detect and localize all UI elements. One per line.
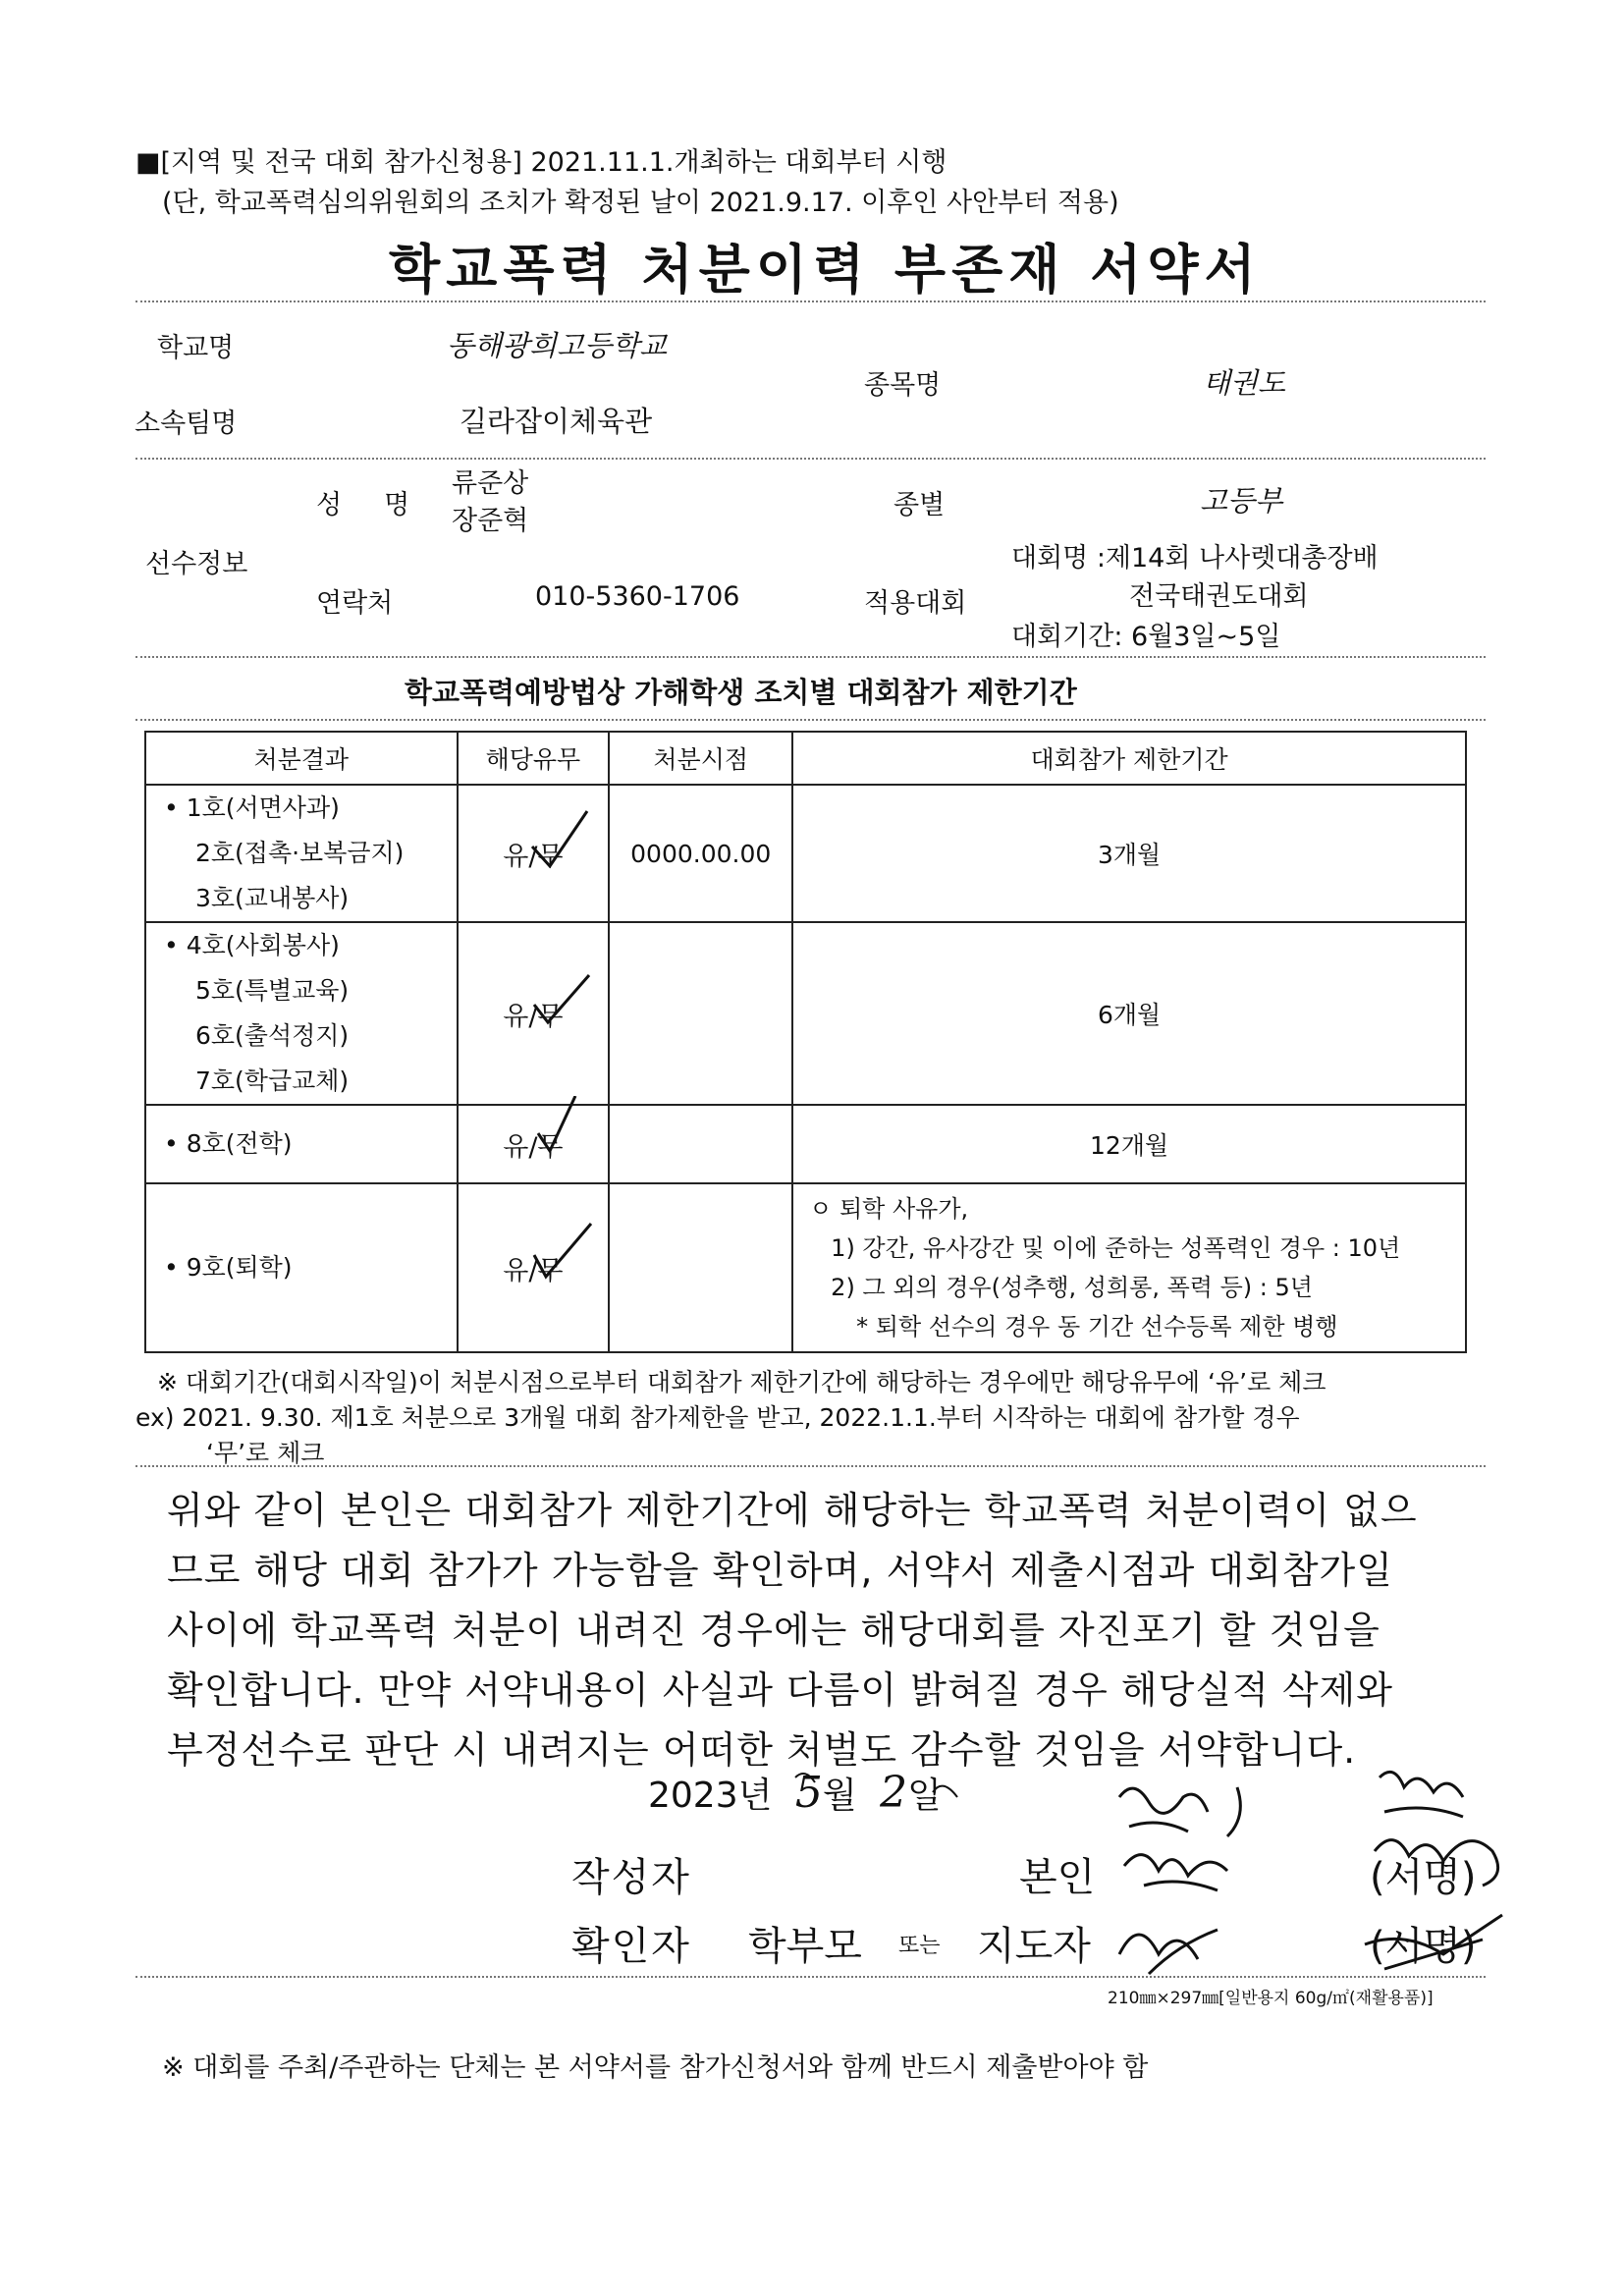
date-day-value: 2 xyxy=(880,1768,908,1818)
or-label: 또는 xyxy=(898,1934,941,1958)
date-cell xyxy=(609,922,792,1105)
sport-label: 종목명 xyxy=(864,370,942,401)
applicable-cell xyxy=(458,785,610,922)
category-item: 5호(특별교육) xyxy=(195,976,350,1005)
player-name-1: 류준상 xyxy=(452,468,529,499)
divider xyxy=(135,656,1486,658)
pledge-line: 사이에 학교폭력 처분이 내려진 경우에는 해당대회를 자진포기 할 것임을 xyxy=(167,1609,1380,1652)
date-year: 2023년 xyxy=(648,1776,773,1816)
period-cell: 12개월 xyxy=(792,1105,1466,1183)
header-note-1: ■[지역 및 전국 대회 참가신청용] 2021.11.1.개최하는 대회부터 시행 xyxy=(135,147,947,178)
category-cell xyxy=(145,1183,458,1352)
period-cell: 3개월 xyxy=(792,785,1466,922)
category-item: 3호(교내봉사) xyxy=(195,884,350,912)
pledge-line: 부정선수로 판단 시 내려지는 어떠한 처벌도 감수할 것임을 서약합니다. xyxy=(167,1728,1357,1772)
header-applicable: 해당유무 xyxy=(458,732,610,785)
yes-no-text: 유/무 xyxy=(503,1255,564,1286)
writer-label: 작성자 xyxy=(571,1855,691,1900)
division-label: 종별 xyxy=(893,490,946,520)
event-label: 적용대회 xyxy=(864,588,967,619)
school-label: 학교명 xyxy=(157,333,235,363)
division-value: 고등부 xyxy=(1200,484,1283,518)
contact-value: 010-5360-1706 xyxy=(535,581,740,612)
date-day-label: 일 xyxy=(907,1776,942,1816)
date-month-label: 월 xyxy=(822,1776,857,1816)
applicable-cell xyxy=(458,1183,610,1352)
yes-no-text: 유/무 xyxy=(503,1001,564,1032)
self-label: 본인 xyxy=(1019,1855,1096,1900)
team-value: 길라잡이체육관 xyxy=(460,405,653,438)
event-name-line2: 전국태권도대회 xyxy=(1129,581,1309,612)
divider xyxy=(135,458,1486,460)
coach-label: 지도자 xyxy=(977,1924,1091,1969)
date-cell: 0000.00.00 xyxy=(609,785,792,922)
check-mark-icon xyxy=(524,805,593,874)
name-label: 성 명 xyxy=(316,490,418,520)
confirmer-label: 확인자 xyxy=(571,1924,691,1969)
team-label: 소속팀명 xyxy=(135,409,238,439)
paper-spec: 210㎜×297㎜[일반용지 60g/㎡(재활용품)] xyxy=(1108,1989,1434,2008)
date-handwriting xyxy=(785,1763,982,1822)
header-note-2: (단, 학교폭력심의위원회의 조치가 확정된 날이 2021.9.17. 이후인 사안부터 적용) xyxy=(162,188,1119,218)
pledge-line: 위와 같이 본인은 대회참가 제한기간에 해당하는 학교폭력 처분이력이 없으 xyxy=(167,1489,1418,1532)
player-info-label: 선수정보 xyxy=(145,549,248,579)
pledge-text xyxy=(167,1481,1483,1780)
pledge-line: 확인합니다. 만약 서약내용이 사실과 다름이 밝혀질 경우 해당실적 삭제와 xyxy=(167,1668,1393,1712)
divider xyxy=(135,301,1486,302)
header-period: 대회참가 제한기간 xyxy=(792,732,1466,785)
table-row xyxy=(145,1183,1466,1352)
coach-sign-label: (서명) xyxy=(1370,1924,1477,1969)
period-cell: 6개월 xyxy=(792,922,1466,1105)
applicable-cell xyxy=(458,922,610,1105)
sanction-table xyxy=(144,731,1467,1353)
sport-value: 태권도 xyxy=(1203,366,1286,400)
table-heading: 학교폭력예방법상 가해학생 조치별 대회참가 제한기간 xyxy=(405,676,1077,709)
divider xyxy=(135,719,1486,721)
table-header-row xyxy=(145,732,1466,785)
applicable-cell xyxy=(458,1105,610,1183)
category-item: • 1호(서면사과) xyxy=(164,793,340,822)
category-cell xyxy=(145,1105,458,1183)
pledge-line: 므로 해당 대회 참가가 가능함을 확인하며, 서약서 제출시점과 대회참가일 xyxy=(167,1549,1393,1592)
date-cell xyxy=(609,1105,792,1183)
period-line: * 퇴학 선수의 경우 동 기간 선수등록 제한 병행 xyxy=(856,1313,1338,1340)
yes-no-text: 유/무 xyxy=(503,1131,564,1163)
period-line: 1) 강간, 유사강간 및 이에 준하는 성폭력인 경우 : 10년 xyxy=(831,1234,1401,1262)
category-item: • 4호(사회봉사) xyxy=(164,931,340,959)
category-cell xyxy=(145,922,458,1105)
table-row xyxy=(145,785,1466,922)
table-note-2-line1: ex) 2021. 9.30. 제1호 처분으로 3개월 대회 참가제한을 받고, 2022.1.1.부터 시작하는 대회에 참가할 경우 xyxy=(135,1403,1300,1432)
school-value: 동해광희고등학교 xyxy=(447,329,668,362)
date-cell xyxy=(609,1183,792,1352)
sign-label: (서명) xyxy=(1370,1855,1477,1900)
category-item: • 8호(전학) xyxy=(164,1129,293,1158)
header-date: 처분시점 xyxy=(609,732,792,785)
table-note-1: ※ 대회기간(대회시작일)이 처분시점으로부터 대회참가 제한기간에 해당하는 경우에만 해당유무에 ‘유’로 체크 xyxy=(157,1368,1326,1396)
check-mark-icon xyxy=(524,965,593,1034)
period-line: ㅇ 퇴학 사유가, xyxy=(809,1195,969,1223)
category-item: 7호(학급교체) xyxy=(195,1066,350,1095)
category-item: 2호(접촉·보복금지) xyxy=(195,839,405,867)
date-month-value: 5 xyxy=(794,1768,823,1818)
divider xyxy=(135,1976,1486,1978)
table-row xyxy=(145,1105,1466,1183)
handwritten-signatures xyxy=(1090,1758,1532,2003)
parent-label: 학부모 xyxy=(748,1924,862,1969)
divider xyxy=(135,1465,1486,1467)
contact-label: 연락처 xyxy=(316,588,394,619)
category-item: 6호(출석정지) xyxy=(195,1021,350,1050)
table-note-2-line2: ‘무’로 체크 xyxy=(206,1439,325,1467)
final-note: ※ 대회를 주최/주관하는 단체는 본 서약서를 참가신청서와 함께 반드시 제출받아야 함 xyxy=(162,2052,1149,2083)
yes-no-text: 유/무 xyxy=(503,841,564,872)
period-cell xyxy=(792,1183,1466,1352)
check-mark-icon xyxy=(524,1220,593,1288)
player-name-2: 장준혁 xyxy=(452,506,529,536)
category-item: • 9호(퇴학) xyxy=(164,1253,293,1282)
header-result: 처분결과 xyxy=(145,732,458,785)
period-line: 2) 그 외의 경우(성추행, 성희롱, 폭력 등) : 5년 xyxy=(831,1274,1313,1301)
category-cell xyxy=(145,785,458,922)
check-mark-icon xyxy=(524,1096,593,1165)
event-period: 대회기간: 6월3일~5일 xyxy=(1011,622,1281,652)
table-row xyxy=(145,922,1466,1105)
page-title: 학교폭력 처분이력 부존재 서약서 xyxy=(389,239,1262,301)
event-name-line1: 대회명 :제14회 나사렛대총장배 xyxy=(1011,543,1379,574)
